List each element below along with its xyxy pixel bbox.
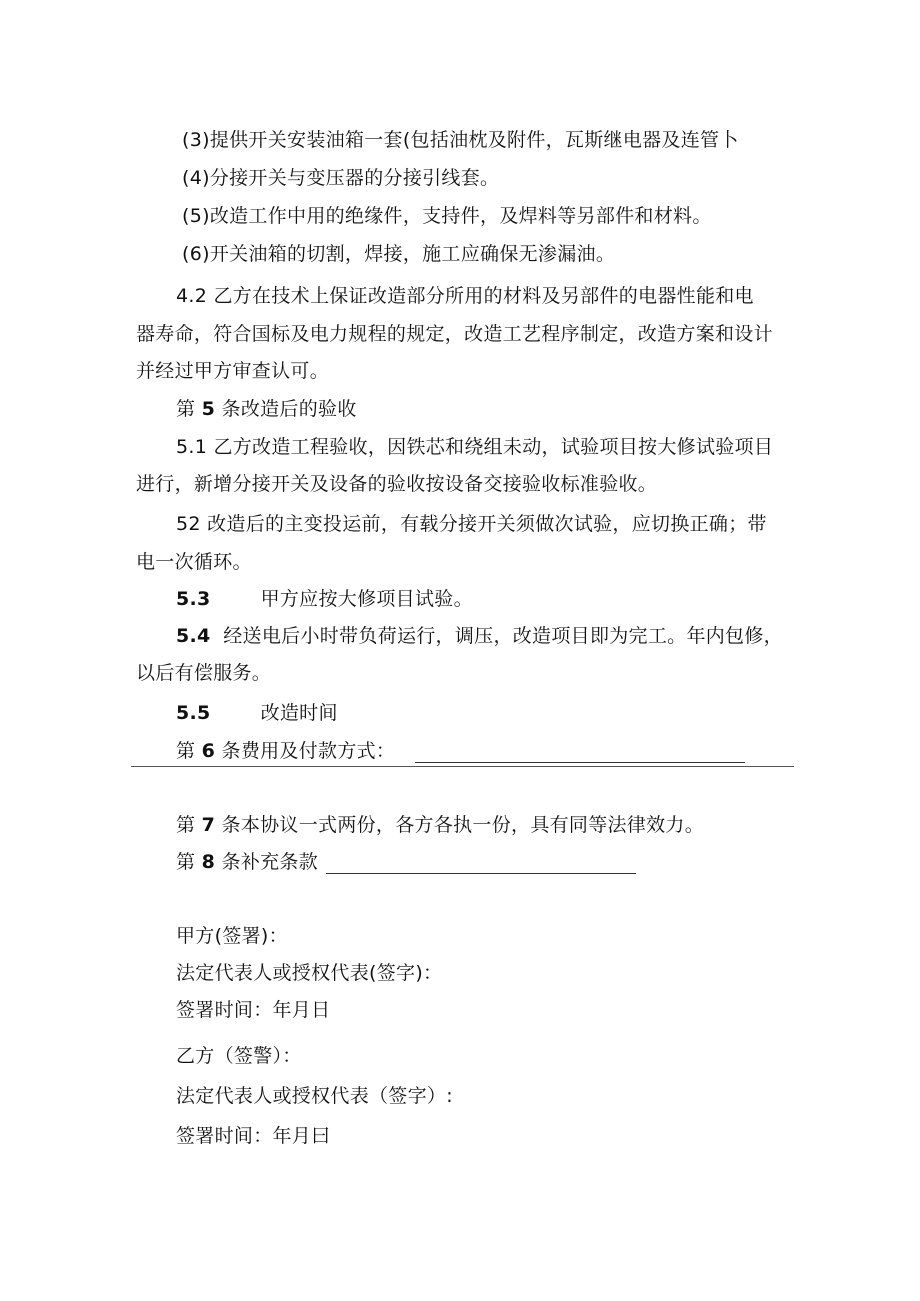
clause-5-2-line-2: 电一次循环。: [136, 551, 252, 573]
clause-4-2-line-2: 器寿命，符合国标及电力规程的规定，改造工艺程序制定，改造方案和设计: [136, 323, 773, 345]
party-a-representative: 法定代表人或授权代表(签字)：: [176, 962, 443, 984]
party-b-signature: 乙方（签警）：: [176, 1045, 302, 1067]
party-a-date: 签署时间：年月日: [176, 999, 331, 1021]
payment-blank: [415, 744, 745, 763]
clause-5-3: 5.3 甲方应按大修项目试验。: [176, 588, 473, 610]
clause-5-2-line-1: 52 改造后的主变投运前，有载分接开关须做次试验，应切换正确；带: [176, 513, 767, 535]
item-4: (4)分接开关与变压器的分接引线套。: [182, 167, 500, 189]
party-a-signature: 甲方(签署)：: [176, 925, 288, 947]
clause-number: 5.5: [176, 702, 211, 724]
clause-4-2-line-3: 并经过甲方审查认可。: [136, 360, 330, 382]
clause-5-5: 5.5 改造时间: [176, 702, 338, 724]
party-b-representative: 法定代表人或授权代表（签字）:: [176, 1085, 453, 1107]
clause-5-1-line-1: 5.1 乙方改造工程验收，因铁芯和绕组未动，试验项目按大修试验项目: [176, 436, 774, 458]
article-6-heading: 第 6 条费用及付款方式：: [176, 739, 745, 763]
clause-4-2-line-1: 4.2 乙方在技术上保证改造部分所用的材料及另部件的电器性能和电: [176, 285, 754, 307]
article-8-heading: 第 8 条补充条款: [176, 850, 636, 874]
supplementary-blank: [326, 855, 636, 874]
clause-5-4-line-1: 5.4 经送电后小时带负荷运行，调压，改造项目即为完工。年内包修，: [176, 625, 783, 647]
item-6: (6)开关油箱的切割，焊接，施工应确保无渗漏油。: [182, 243, 616, 265]
clause-5-1-line-2: 进行，新增分接开关及设备的验收按设备交接验收标准验收。: [136, 473, 658, 495]
item-3: (3)提供开关安装油箱一套(包括油枕及附件，瓦斯继电器及连管卜: [182, 129, 739, 151]
party-b-date: 签署时间：年月曰: [176, 1125, 331, 1147]
section-divider: [131, 766, 794, 767]
article-5-heading: 第 5 条改造后的验收: [176, 398, 357, 420]
clause-number: 5.4: [176, 625, 211, 647]
item-5: (5)改造工作中用的绝缘件，支持件，及焊料等另部件和材料。: [182, 205, 712, 227]
clause-number: 5.3: [176, 588, 211, 610]
article-7: 第 7 条本协议一式两份，各方各执一份，具有同等法律效力。: [176, 814, 705, 836]
clause-5-4-line-2: 以后有偿服务。: [136, 662, 272, 684]
